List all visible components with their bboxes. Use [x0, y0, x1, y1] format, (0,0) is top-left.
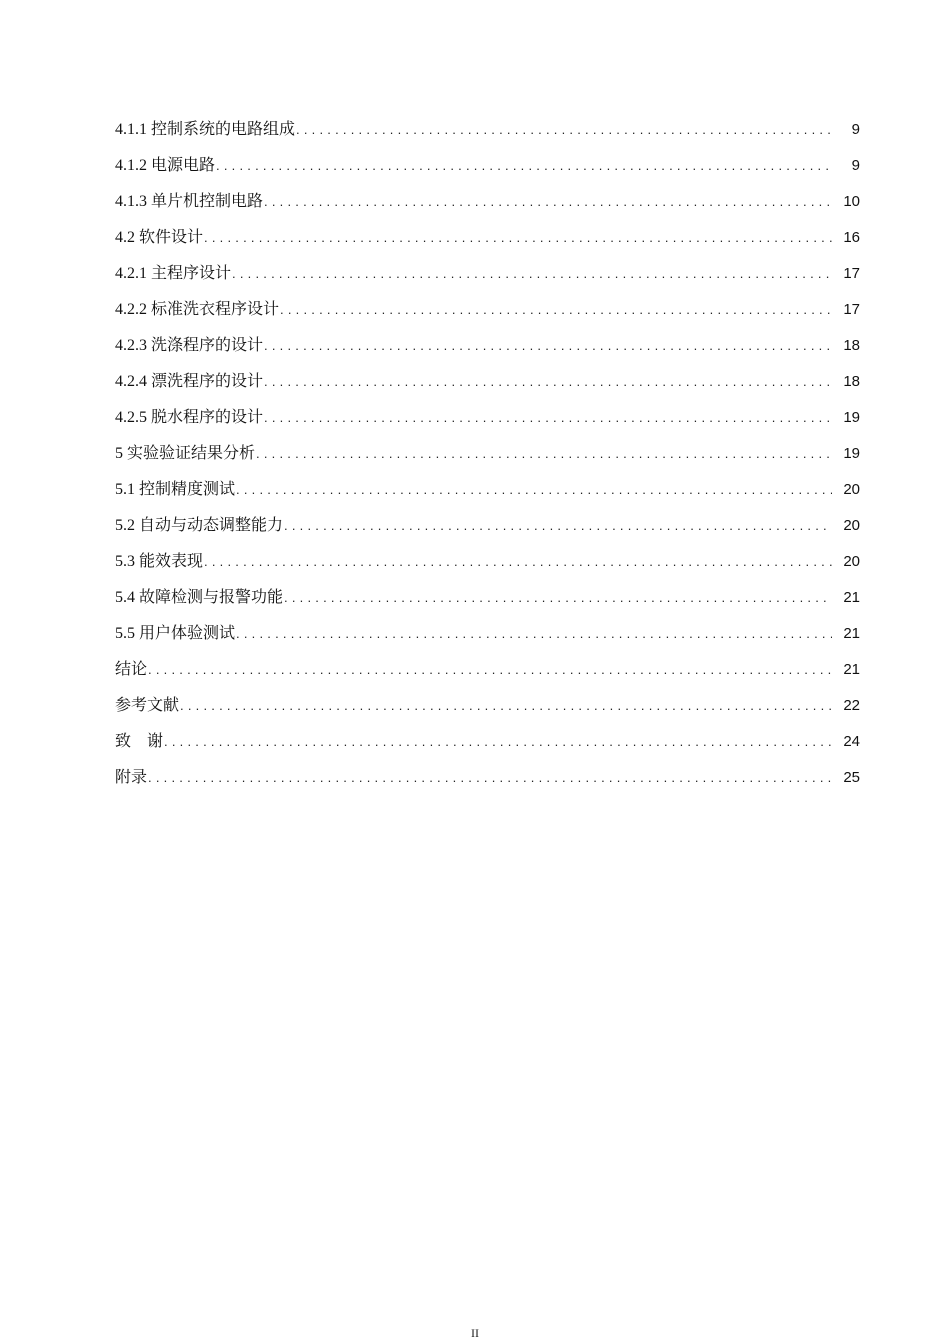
toc-entry[interactable]: [115, 256, 860, 292]
toc-entry[interactable]: [115, 688, 860, 724]
toc-entry[interactable]: [115, 580, 860, 616]
toc-entry-page: 10: [843, 193, 860, 210]
toc-entry[interactable]: [115, 616, 860, 652]
toc-entry-page: 25: [843, 769, 860, 786]
toc-dot-leader: [204, 544, 832, 580]
toc-entry-page: 17: [843, 265, 860, 282]
toc-dot-leader: [236, 616, 832, 652]
toc-entry-title: 5.2 自动与动态调整能力: [115, 517, 284, 534]
toc-entry[interactable]: [115, 724, 860, 760]
toc-dot-leader: [232, 256, 832, 292]
toc-entry[interactable]: [115, 328, 860, 364]
toc-entry-title: 4.2.5 脱水程序的设计: [115, 409, 264, 426]
toc-entry-title: 4.1.2 电源电路: [115, 157, 216, 174]
toc-entry-page: 17: [843, 301, 860, 318]
toc-entry-page: 18: [843, 337, 860, 354]
toc-entry-page: 21: [843, 625, 860, 642]
toc-entry[interactable]: [115, 544, 860, 580]
toc-entry[interactable]: [115, 292, 860, 328]
toc-entry[interactable]: [115, 508, 860, 544]
toc-entry-title: 4.1.1 控制系统的电路组成: [115, 121, 296, 138]
toc-entry-title: 4.2.2 标准洗衣程序设计: [115, 301, 280, 318]
toc-entry[interactable]: [115, 436, 860, 472]
toc-entry[interactable]: [115, 220, 860, 256]
toc-entry-page: 24: [843, 733, 860, 750]
toc-entry[interactable]: [115, 148, 860, 184]
toc-entry-title: 4.2.4 漂洗程序的设计: [115, 373, 264, 390]
toc-entry[interactable]: [115, 472, 860, 508]
toc-dot-leader: [264, 364, 832, 400]
toc-entry-page: 20: [843, 481, 860, 498]
toc-entry-title: 5.5 用户体验测试: [115, 625, 236, 642]
toc-entry-title: 致 谢: [115, 733, 164, 750]
toc-entry-title: 5.1 控制精度测试: [115, 481, 236, 498]
toc-entry-title: 参考文献: [115, 697, 180, 714]
toc-entry-page: 20: [843, 553, 860, 570]
toc-dot-leader: [180, 688, 832, 724]
toc-entry-page: 9: [851, 157, 860, 174]
toc-entry-title: 4.1.3 单片机控制电路: [115, 193, 264, 210]
toc-entry[interactable]: [115, 652, 860, 688]
table-of-contents: [115, 112, 860, 796]
toc-entry[interactable]: [115, 112, 860, 148]
toc-dot-leader: [256, 436, 832, 472]
toc-entry-page: 21: [843, 661, 860, 678]
toc-entry-title: 4.2.1 主程序设计: [115, 265, 232, 282]
toc-entry-page: 16: [843, 229, 860, 246]
toc-dot-leader: [280, 292, 832, 328]
page-number: II: [471, 1326, 479, 1340]
toc-dot-leader: [148, 652, 832, 688]
toc-entry[interactable]: [115, 364, 860, 400]
toc-dot-leader: [264, 184, 832, 220]
toc-entry-page: 19: [843, 409, 860, 426]
toc-entry[interactable]: [115, 760, 860, 796]
toc-entry-title: 5.4 故障检测与报警功能: [115, 589, 284, 606]
toc-entry-page: 18: [843, 373, 860, 390]
toc-entry-title: 4.2 软件设计: [115, 229, 204, 246]
toc-dot-leader: [264, 328, 832, 364]
toc-entry-page: 21: [843, 589, 860, 606]
toc-entry[interactable]: [115, 184, 860, 220]
toc-entry-title: 附录: [115, 769, 148, 786]
toc-entry-page: 22: [843, 697, 860, 714]
toc-dot-leader: [264, 400, 832, 436]
toc-entry-page: 19: [843, 445, 860, 462]
toc-dot-leader: [284, 508, 832, 544]
toc-entry-page: 9: [851, 121, 860, 138]
toc-entry[interactable]: [115, 400, 860, 436]
toc-entry-title: 结论: [115, 661, 148, 678]
toc-dot-leader: [148, 760, 832, 796]
toc-dot-leader: [296, 112, 832, 148]
toc-dot-leader: [216, 148, 832, 184]
toc-dot-leader: [284, 580, 832, 616]
toc-entry-title: 4.2.3 洗涤程序的设计: [115, 337, 264, 354]
toc-entry-title: 5 实验验证结果分析: [115, 445, 256, 462]
toc-dot-leader: [164, 724, 832, 760]
toc-entry-title: 5.3 能效表现: [115, 553, 204, 570]
toc-dot-leader: [204, 220, 832, 256]
toc-dot-leader: [236, 472, 832, 508]
toc-entry-page: 20: [843, 517, 860, 534]
